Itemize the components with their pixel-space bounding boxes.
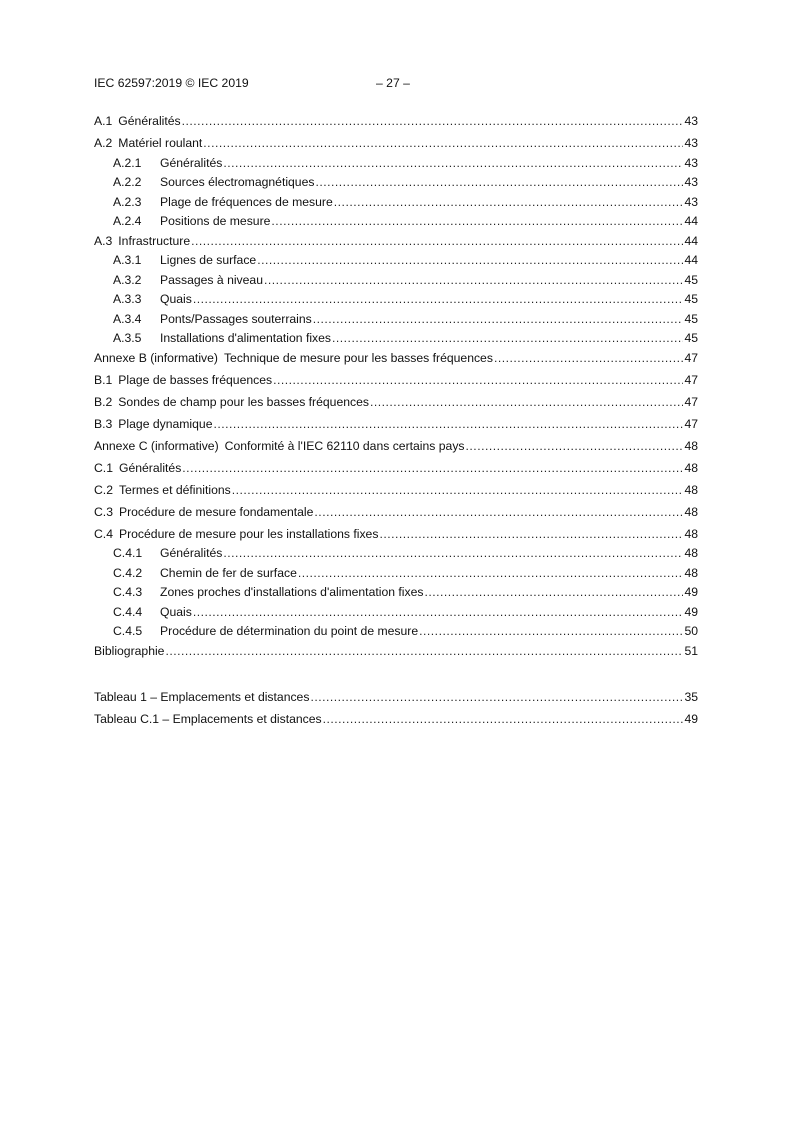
toc-entry[interactable] [94,175,698,195]
toc-entry[interactable] [94,136,698,156]
toc-entry-title: Sources électromagnétiques [160,175,315,189]
toc-entry[interactable] [94,439,698,461]
dot-leader [182,114,684,128]
toc-entry-page: 48 [684,460,698,475]
toc-entry-page: 47 [684,372,698,387]
toc-entry-page: 43 [684,136,698,150]
toc-entry-number: C.4 [94,526,113,541]
toc-entry-number: C.4.1 [113,546,143,560]
dot-leader [273,373,683,387]
dot-leader [232,483,684,497]
dot-leader [223,156,683,170]
toc-entry[interactable] [94,461,698,483]
toc-entry-number: A.2.4 [113,214,142,228]
toc-entry-number: A.2.2 [113,175,142,189]
dot-leader [370,395,683,409]
toc-entry-number: A.2.1 [113,155,142,170]
toc-entry-number: C.4.4 [113,604,143,619]
toc-entry-page: 45 [684,331,698,345]
toc-entry[interactable] [94,234,698,254]
toc-entry-title: Matériel roulant [118,136,203,150]
toc-entry-number: C.3 [94,504,113,519]
toc-entry-page: 47 [684,416,698,431]
toc-entry-title: Généralités [160,546,223,560]
toc-entry-number: Annexe B (informative) [94,350,218,365]
toc-entry-title: Infrastructure [118,233,191,248]
toc-entry[interactable] [94,546,698,566]
toc-entry-page: 43 [684,175,698,189]
toc-entry-number: A.3.1 [113,253,142,267]
toc-entry-number: Annexe C (informative) [94,438,219,453]
dot-leader [494,351,684,365]
toc-entry-title: Bibliographie [94,643,165,658]
dot-leader [323,712,684,726]
toc-entry[interactable] [94,527,698,547]
toc-entry-page: 45 [684,292,698,306]
toc-entry[interactable] [94,624,698,644]
toc-entry-number: C.2 [94,482,113,497]
toc-entry-title: Conformité à l'IEC 62110 dans certains pays [224,438,465,453]
toc-entry-title: Procédure de mesure pour les installations fixes [118,526,379,541]
dot-leader [332,331,683,345]
toc-entry[interactable] [94,605,698,625]
toc-entry-number: A.3.2 [113,272,142,287]
dot-leader [182,461,683,475]
dot-leader [314,505,683,519]
toc-entry-title: Généralités [118,460,182,475]
toc-entry-number: A.3 [94,233,113,248]
dot-leader [315,175,683,189]
table-list-title: Tableau 1 – Emplacements et distances [94,690,310,704]
dot-leader [334,195,684,209]
toc-entry-number: C.1 [94,460,113,475]
dot-leader [424,585,683,599]
table-list-page: 49 [684,712,698,726]
toc-entry[interactable] [94,331,698,351]
toc-entry[interactable] [94,505,698,527]
toc-entry[interactable] [94,395,698,417]
table-list-entry[interactable] [94,712,698,734]
toc-entry-title: Passages à niveau [160,272,263,287]
dot-leader [165,644,683,658]
toc-entry-page: 51 [684,643,698,658]
table-list-title: Tableau C.1 – Emplacements et distances [94,712,322,726]
toc-entry-title: Plage de fréquences de mesure [160,194,333,209]
toc-entry-page: 48 [684,546,698,560]
toc-entry-page: 48 [684,526,698,541]
toc-entry-number: B.2 [94,394,113,409]
toc-entry-page: 48 [684,504,698,519]
dot-leader [223,546,683,560]
toc-entry-title: Technique de mesure pour les basses fréquences [223,350,493,365]
toc-entry-title: Procédure de mesure fondamentale [118,504,314,519]
toc-entry-page: 48 [684,565,698,580]
toc-entry-page: 49 [684,604,698,619]
toc-entry[interactable] [94,292,698,312]
toc-entry-page: 50 [684,624,698,638]
toc-entry[interactable] [94,214,698,234]
toc-entry-number: A.2 [94,136,113,150]
toc-entry-page: 45 [684,272,698,287]
dot-leader [310,690,683,704]
toc-entry-number: B.1 [94,372,113,387]
toc-entry[interactable] [94,417,698,439]
toc-entry[interactable] [94,195,698,215]
dot-leader [466,439,684,453]
toc-entry-title: Positions de mesure [160,214,271,228]
toc-entry-title: Installations d'alimentation fixes [160,331,332,345]
toc-entry[interactable] [94,585,698,605]
toc-entry-page: 44 [684,233,698,248]
toc-entry-title: Sondes de champ pour les basses fréquences [118,394,369,409]
toc-entry[interactable] [94,273,698,293]
toc-entry[interactable] [94,312,698,332]
toc-entry-number: A.2.3 [113,194,142,209]
toc-entry[interactable] [94,373,698,395]
dot-leader [419,624,683,638]
toc-entry-title: Quais [160,604,192,619]
toc-entry-number: C.4.5 [113,624,143,638]
toc-entry-title: Généralités [160,155,223,170]
table-list-page: 35 [684,690,698,704]
toc-entry-title: Procédure de détermination du point de mesure [160,624,419,638]
toc-entry[interactable] [94,483,698,505]
document-id: IEC 62597:2019 © IEC 2019 [94,76,249,90]
toc-entry-page: 44 [684,214,698,228]
toc-entry[interactable] [94,566,698,586]
dot-leader [191,234,683,248]
toc-entry[interactable] [94,114,698,136]
toc-entry-number: C.4.3 [113,585,143,599]
toc-entry-title: Chemin de fer de surface [160,565,297,580]
dot-leader [193,605,684,619]
dot-leader [203,136,683,150]
toc-entry-page: 47 [684,350,698,365]
toc-entry-page: 47 [684,394,698,409]
toc-entry-page: 49 [684,585,698,599]
dot-leader [271,214,683,228]
list-of-tables [94,690,698,734]
toc-entry[interactable] [94,156,698,176]
toc-entry-page: 45 [684,311,698,326]
toc-entry[interactable] [94,253,698,273]
toc-entry-page: 43 [684,155,698,170]
toc-entry-title: Quais [160,292,192,306]
dot-leader [264,273,683,287]
page-header [94,76,424,92]
table-of-contents [94,114,698,666]
dot-leader [257,253,683,267]
toc-entry-page: 43 [684,114,698,128]
toc-entry-number: B.3 [94,416,113,431]
toc-entry-title: Généralités [118,114,181,128]
toc-entry-title: Zones proches d'installations d'alimentation fixes [160,585,424,599]
toc-entry-title: Plage dynamique [118,416,213,431]
toc-entry-number: A.3.4 [113,311,142,326]
toc-entry[interactable] [94,351,698,373]
toc-entry-number: A.3.3 [113,292,142,306]
toc-entry-number: A.1 [94,114,113,128]
dot-leader [313,312,684,326]
dot-leader [379,527,683,541]
toc-entry-page: 48 [684,438,698,453]
toc-entry-title: Lignes de surface [160,253,257,267]
toc-entry[interactable] [94,644,698,666]
page-number: – 27 – [376,76,410,90]
toc-entry-title: Termes et définitions [118,482,231,497]
dot-leader [213,417,683,431]
table-list-entry[interactable] [94,690,698,712]
toc-entry-page: 48 [684,482,698,497]
toc-entry-page: 44 [684,253,698,267]
toc-entry-number: C.4.2 [113,565,143,580]
dot-leader [298,566,684,580]
dot-leader [193,292,684,306]
toc-entry-number: A.3.5 [113,331,142,345]
toc-entry-page: 43 [684,194,698,209]
toc-entry-title: Ponts/Passages souterrains [160,311,312,326]
toc-entry-title: Plage de basses fréquences [118,372,273,387]
